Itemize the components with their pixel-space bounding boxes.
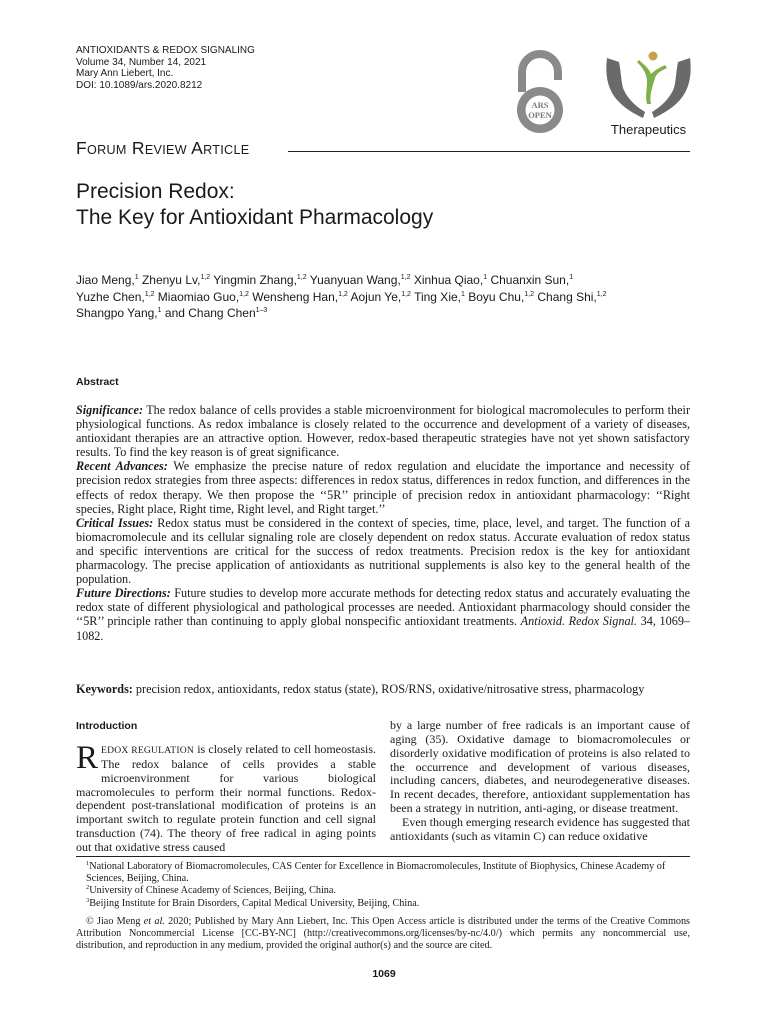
author-affiliation: 1,2	[200, 274, 211, 281]
author-affiliation: 1	[134, 274, 139, 281]
abstract-text: Redox status must be considered in the context of species, time, place, level, and target. The function of a biomacromolecule and its cellular signaling role are closely dependent on redox status. Accurate evaluation of redox status and specific interventions are critical for the success of redox treatments. Precision redox is the key for antioxidant pharmacology. The precise application of antioxidants as nutritional supplements is also key to the general health of the population.	[76, 515, 691, 587]
hands-icon	[601, 48, 696, 122]
author-name: Wensheng Han,	[252, 289, 339, 304]
article-type-rest-2: EVIEW	[144, 143, 187, 157]
author-affiliation: 1	[569, 274, 574, 281]
abstract-label: Future Directions:	[76, 586, 171, 601]
author-name: Jiao Meng,	[76, 273, 135, 287]
ars-open-logo	[512, 50, 568, 136]
author-name: Xinhua Qiao,	[413, 273, 484, 287]
title-line-2: The Key for Antioxidant Pharmacology	[76, 206, 434, 229]
drop-cap: R	[76, 740, 99, 776]
license-text: © Jiao Meng	[86, 915, 141, 927]
title-line-1: Precision Redox:	[76, 180, 235, 203]
ars-logo-text-2: OPEN	[528, 110, 552, 120]
author-line-3	[76, 305, 696, 322]
author-name: and Chang Chen	[164, 306, 256, 320]
author-name: Chang Shi,	[537, 289, 597, 304]
doi: DOI: 10.1089/ars.2020.8212	[76, 79, 203, 91]
journal-header	[76, 45, 255, 91]
introduction-right-column	[390, 719, 690, 844]
abstract-recent-advances	[76, 459, 690, 515]
introduction-paragraph-2: Even though emerging research evidence has suggested that antioxidants (such as vitamin C) can reduce oxidative	[390, 814, 691, 843]
author-name: Ting Xie,	[414, 289, 461, 304]
abstract-label: Critical Issues:	[76, 515, 154, 530]
footnotes	[76, 861, 690, 952]
abstract-label: Recent Advances:	[76, 459, 168, 474]
author-line-1	[76, 272, 696, 289]
article-title	[76, 179, 433, 231]
author-affiliation: 1–3	[255, 307, 268, 314]
affiliation-text: National Laboratory of Biomacromolecules, CAS Center for Excellence in Biomacromolecules, Institute of Biophysics, Chinese Academy of Sciences, Beijing, China.	[86, 861, 666, 885]
article-type-initial-1: F	[76, 138, 87, 158]
footnote-rule	[76, 856, 690, 857]
therapeutics-label: Therapeutics	[610, 122, 687, 137]
author-name: Chuanxin Sun,	[490, 273, 570, 287]
journal-name: ANTIOXIDANTS & REDOX SIGNALING	[76, 45, 255, 56]
article-type-rest-1: ORUM	[87, 143, 127, 157]
affiliation-2	[76, 885, 690, 897]
affiliation-text: University of Chinese Academy of Sciences, Beijing, China.	[89, 885, 336, 897]
article-type-initial-3: A	[191, 138, 204, 158]
smallcaps-lead: EDOX REGULATION	[101, 745, 194, 756]
author-affiliation: 1,2	[338, 290, 348, 298]
abstract-body	[76, 403, 690, 643]
article-type	[76, 138, 249, 159]
article-type-rest-3: RTICLE	[203, 143, 250, 157]
keywords-text: precision redox, antioxidants, redox status (state), ROS/RNS, oxidative/nitrosative stress, pharmacology	[135, 682, 645, 696]
author-name: Yingmin Zhang,	[213, 273, 297, 287]
author-affiliation: 1,2	[400, 274, 411, 281]
keywords-label: Keywords:	[76, 682, 133, 696]
author-list	[76, 272, 696, 322]
author-affiliation: 1,2	[239, 290, 249, 298]
keywords	[76, 682, 690, 696]
abstract-text: Future studies to develop more accurate methods for detecting redox status and accurately evaluating the redox state of different physiological and pathological processes are needed. Antioxidant pharmacology should consider the ‘‘5R’’ principle rather than continuing to apply global nonspecific antioxidant treatments.	[76, 586, 690, 629]
author-name: Boyu Chu,	[468, 289, 525, 304]
page-number: 1069	[372, 968, 396, 980]
author-affiliation: 1	[157, 307, 162, 314]
abstract-critical-issues	[76, 516, 690, 586]
affiliation-marker: 2	[86, 884, 90, 892]
affiliation-3	[76, 898, 690, 910]
introduction-paragraph-1	[76, 740, 377, 855]
author-name: Yuanyuan Wang,	[309, 273, 401, 287]
introduction-text: is closely related to cell homeostasis. The redox balance of cells provides a stable microenvironment for various biological macromolecules to perform their normal functions. Redox-dependent post-translational modification of proteins is an important switch to regulate protein function and cell signal transduction (74). The theory of free radical in aging points out that oxidative stress caused	[76, 742, 377, 854]
author-name: Zhenyu Lv,	[141, 273, 201, 287]
affiliation-marker: 3	[86, 896, 90, 904]
introduction-left-column	[76, 740, 377, 855]
author-affiliation: 1,2	[596, 290, 607, 298]
citation-details: 34, 1069–1082.	[76, 614, 691, 643]
journal-volume: Volume 34, Number 14, 2021	[76, 56, 207, 68]
introduction-heading: Introduction	[76, 720, 138, 732]
author-line-2	[76, 289, 696, 306]
ars-logo-text-1: ARS	[531, 100, 549, 110]
article-type-initial-2: R	[131, 138, 145, 158]
author-affiliation: 1	[483, 274, 488, 281]
author-affiliation: 1,2	[296, 274, 307, 281]
author-affiliation: 1,2	[401, 290, 411, 298]
author-name: Aojun Ye,	[350, 289, 402, 304]
author-affiliation: 1,2	[524, 290, 535, 298]
publisher: Mary Ann Liebert, Inc.	[76, 68, 174, 79]
author-name: Shangpo Yang,	[76, 306, 158, 320]
license-statement	[76, 916, 690, 953]
author-name: Miaomiao Guo,	[157, 289, 240, 304]
citation-journal: Antioxid. Redox Signal.	[520, 614, 637, 629]
affiliation-1	[76, 861, 690, 885]
affiliation-text: Beijing Institute for Brain Disorders, Capital Medical University, Beijing, China.	[89, 897, 420, 909]
abstract-future-directions	[76, 586, 690, 642]
author-affiliation: 1	[461, 290, 465, 298]
license-text: 2020; Published by Mary Ann Liebert, Inc. This Open Access article is distributed under the terms of the Creative Commons Attribution Noncommercial License [CC-BY-NC] (http://creativecommons.org/licenses/by-nc/4.0/) which permits any noncommercial use, distribution, and reproduction in any medium, provided the original author(s) and the source are cited.	[76, 915, 691, 952]
abstract-heading: Abstract	[76, 376, 119, 388]
license-etal: et al.	[143, 915, 165, 927]
abstract-significance	[76, 403, 690, 459]
abstract-label: Significance:	[76, 403, 144, 417]
introduction-paragraph-1-cont: by a large number of free radicals is an important cause of aging (35). Oxidative damage to biomacromolecules or disorderly oxidative modification of proteins is also related to the occurrence and development of various diseases, including cancers, diabetes, and neurodegenerative diseases. In recent decades, therefore, antioxidant supplementation has been a strategy in nutrition, anti-aging, or disease treatment.	[390, 718, 690, 816]
therapeutics-logo	[601, 48, 696, 138]
abstract-text: We emphasize the precise nature of redox regulation and elucidate the importance and necessity of precision redox strategies from three aspects: differences in redox status, differences in redox function, and differences in the effects of redox therapy. We then propose the ‘‘5R’’ principle of precision redox in antioxidant pharmacology: ‘‘Right species, Right place, Right time, Right level, and Right target.’’	[76, 459, 690, 516]
affiliation-marker: 1	[86, 860, 90, 867]
article-type-rule	[288, 151, 690, 152]
author-affiliation: 1,2	[144, 290, 155, 298]
author-name: Yuzhe Chen,	[76, 289, 145, 304]
abstract-text: The redox balance of cells provides a stable microenvironment for biological macromolecules to perform their physiological functions. As redox imbalance is closely related to the occurrence and development of a variety of diseases, antioxidant therapies are an attractive option. However, redox-based therapeutic strategies have not yet shown satisfactory results. To find the key reason is of great significance.	[76, 403, 690, 460]
